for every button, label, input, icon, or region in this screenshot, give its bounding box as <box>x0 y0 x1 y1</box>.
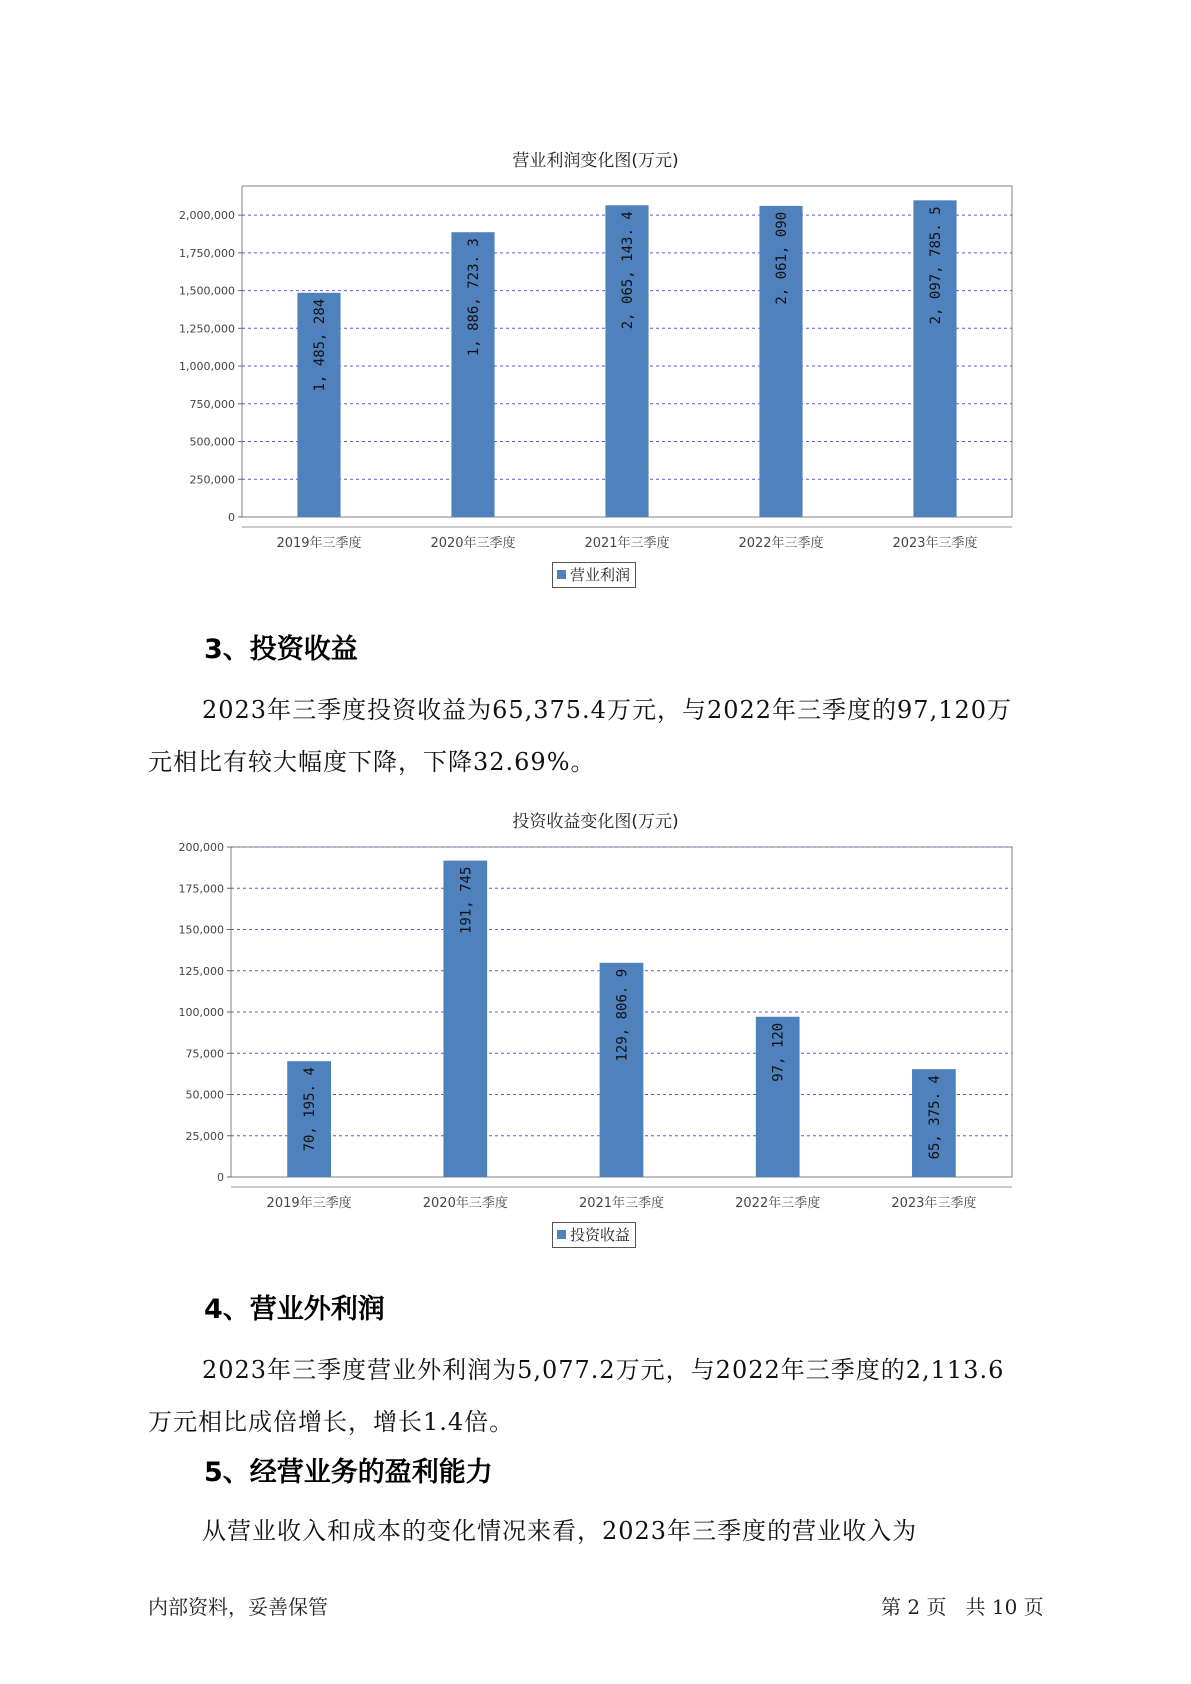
bar-value-label: 65, 375. 4 <box>926 1075 943 1160</box>
y-tick-label: 25,000 <box>185 1129 224 1143</box>
section3-line2: 元相比有较大幅度下降，下降32.69%。 <box>148 748 596 776</box>
bar-value-label: 2, 061, 090 <box>774 211 790 305</box>
y-tick-label: 175,000 <box>178 882 224 896</box>
bar-value-label: 2, 065, 143. 4 <box>620 211 636 330</box>
x-category-label: 2023年三季度 <box>891 1196 977 1211</box>
y-tick-label: 150,000 <box>178 923 224 937</box>
section4-line1: 2023年三季度营业外利润为5,077.2万元，与2022年三季度的2,113.6 <box>202 1356 1005 1384</box>
bar-value-label: 1, 485, 284 <box>312 298 328 392</box>
y-tick-label: 1,750,000 <box>179 246 235 260</box>
y-tick-label: 1,500,000 <box>179 284 235 298</box>
y-tick-label: 1,250,000 <box>179 322 235 336</box>
chart1-legend-label: 营业利润 <box>570 566 631 584</box>
bar-value-label: 129, 806. 9 <box>614 968 631 1062</box>
y-tick-label: 0 <box>217 1171 224 1184</box>
y-tick-label: 750,000 <box>189 397 235 411</box>
y-tick-label: 500,000 <box>189 435 235 449</box>
legend-swatch <box>557 1230 566 1239</box>
bar-value-label: 2, 097, 785. 5 <box>928 206 944 325</box>
chart2-legend-label: 投资收益 <box>570 1226 631 1244</box>
y-tick-label: 200,000 <box>178 841 224 854</box>
section3-heading: 3、投资收益 <box>204 634 358 665</box>
y-tick-label: 0 <box>228 511 235 524</box>
x-category-label: 2020年三季度 <box>422 1196 508 1211</box>
x-category-label: 2021年三季度 <box>578 1196 665 1211</box>
x-category-label: 2019年三季度 <box>266 1196 352 1211</box>
section5-heading: 5、经营业务的盈利能力 <box>204 1457 493 1488</box>
section4-line2: 万元相比成倍增长，增长1.4倍。 <box>148 1408 515 1436</box>
y-tick-label: 125,000 <box>178 964 224 978</box>
y-tick-label: 250,000 <box>189 473 235 487</box>
footer-page-number: 第 2 页 共 10 页 <box>881 1595 1044 1619</box>
y-tick-label: 75,000 <box>185 1047 224 1061</box>
section3-line1: 2023年三季度投资收益为65,375.4万元，与2022年三季度的97,120万 <box>202 696 1013 724</box>
bar-value-label: 191, 745 <box>458 866 475 935</box>
x-category-label: 2023年三季度 <box>892 536 978 551</box>
x-category-label: 2020年三季度 <box>430 536 516 551</box>
chart2-title: 投资收益变化图(万元) <box>512 812 679 832</box>
section4-paragraph <box>148 1344 1048 1448</box>
x-category-label: 2022年三季度 <box>738 536 824 551</box>
x-category-label: 2019年三季度 <box>276 536 362 551</box>
section4-heading: 4、营业外利润 <box>204 1294 385 1325</box>
bar-value-label: 70, 195. 4 <box>302 1067 319 1152</box>
bar-value-label: 97, 120 <box>770 1022 787 1082</box>
section5-line1: 从营业收入和成本的变化情况来看，2023年三季度的营业收入为 <box>202 1517 918 1545</box>
x-category-label: 2021年三季度 <box>584 536 670 551</box>
footer-left: 内部资料，妥善保管 <box>148 1595 328 1619</box>
y-tick-label: 50,000 <box>185 1088 224 1102</box>
y-tick-label: 2,000,000 <box>179 209 235 223</box>
y-tick-label: 1,000,000 <box>179 360 235 374</box>
chart2-legend <box>552 1222 636 1248</box>
bar-value-label: 1, 886, 723. 3 <box>466 238 482 357</box>
x-category-label: 2022年三季度 <box>735 1196 821 1211</box>
section5-paragraph <box>148 1505 1048 1557</box>
chart1-title: 营业利润变化图(万元) <box>512 151 679 171</box>
y-tick-label: 100,000 <box>178 1006 224 1019</box>
